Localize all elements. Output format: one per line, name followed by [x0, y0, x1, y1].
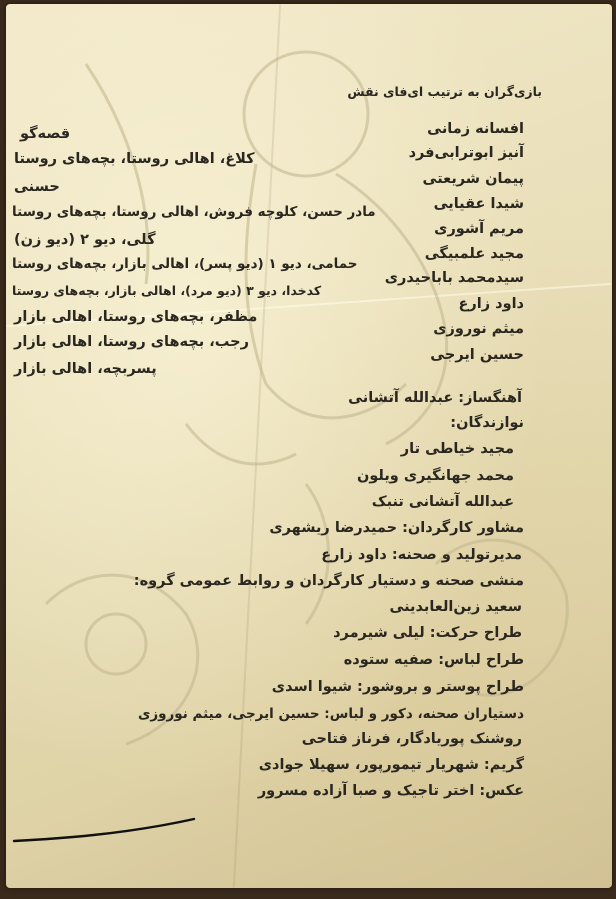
actor-name: میثم نوروزی [433, 321, 524, 337]
credit-line: طراح لباس: صفیه ستوده [343, 652, 524, 668]
actor-roles: کدخدا، دیو ۳ (دیو مرد)، اهالی بازار، بچه‌های روستا [12, 283, 322, 298]
pen-stroke [12, 809, 202, 849]
actor-roles: قصه‌گو [20, 126, 71, 142]
credit-line: طراح پوستر و بروشور: شیوا اسدی [271, 679, 524, 695]
cast-header: بازی‌گران به ترتیب ای‌فای نقش [347, 84, 542, 99]
actor-name: شیدا عقیایی [433, 196, 524, 212]
credit-line: مدیرتولید و صحنه: داود زارع [321, 547, 522, 563]
actor-name: پیمان شریعتی [422, 171, 524, 187]
actor-name: مجید علمبیگی [424, 246, 524, 262]
actor-roles: پسربچه، اهالی بازار [14, 361, 157, 377]
actor-roles: رجب، بچه‌های روستا، اهالی بازار [14, 334, 249, 350]
actor-roles: گلی، دیو ۲ (دیو زن) [14, 232, 156, 248]
credit-line: محمد جهانگیری ویلون [356, 468, 514, 484]
credit-line: آهنگساز: عبدالله آتشانی [348, 390, 522, 406]
credit-line: مجید خیاطی تار [400, 441, 514, 457]
actor-roles: حسنی [14, 179, 60, 195]
credit-line: دستیاران صحنه، دکور و لباس: حسین ایرجی، میثم نوروزی [137, 706, 524, 722]
brochure-page [6, 4, 612, 888]
actor-name: داود زارع [458, 296, 524, 312]
credit-line: سعید زین‌العابدینی [389, 599, 522, 615]
credit-line: مشاور کارگردان: حمیدرضا ریشهری [269, 520, 524, 536]
credit-line: روشنک پوریادگار، فرناز فتاحی [301, 731, 522, 747]
actor-name: آنیز ابوترابی‌فرد [408, 145, 524, 161]
credit-line: گریم: شهریار تیمورپور، سهیلا جوادی [258, 757, 524, 773]
actor-name: حسین ایرجی [430, 347, 524, 363]
actor-roles: حمامی، دیو ۱ (دیو پسر)، اهالی بازار، بچه‌های روستا [12, 256, 358, 272]
credit-line: عبدالله آتشانی تنبک [371, 494, 514, 510]
credit-line: طراح حرکت: لیلی شیرمرد [333, 625, 522, 641]
actor-roles: کلاغ، اهالی روستا، بچه‌های روستا [14, 151, 255, 167]
credit-line: عکس: اختر تاجیک و صبا آزاده مسرور [257, 783, 524, 799]
credit-line: نوازندگان: [450, 415, 524, 431]
actor-name: افسانه زمانی [427, 121, 524, 137]
actor-roles: مظفر، بچه‌های روستا، اهالی بازار [14, 309, 258, 325]
actor-name: سیدمحمد باباحیدری [384, 270, 524, 286]
actor-name: مریم آشوری [434, 221, 524, 237]
credit-line: منشی صحنه و دستیار کارگردان و روابط عمومی گروه: [133, 573, 524, 589]
actor-roles: مادر حسن، کلوچه فروش، اهالی روستا، بچه‌های روستا [12, 204, 376, 220]
